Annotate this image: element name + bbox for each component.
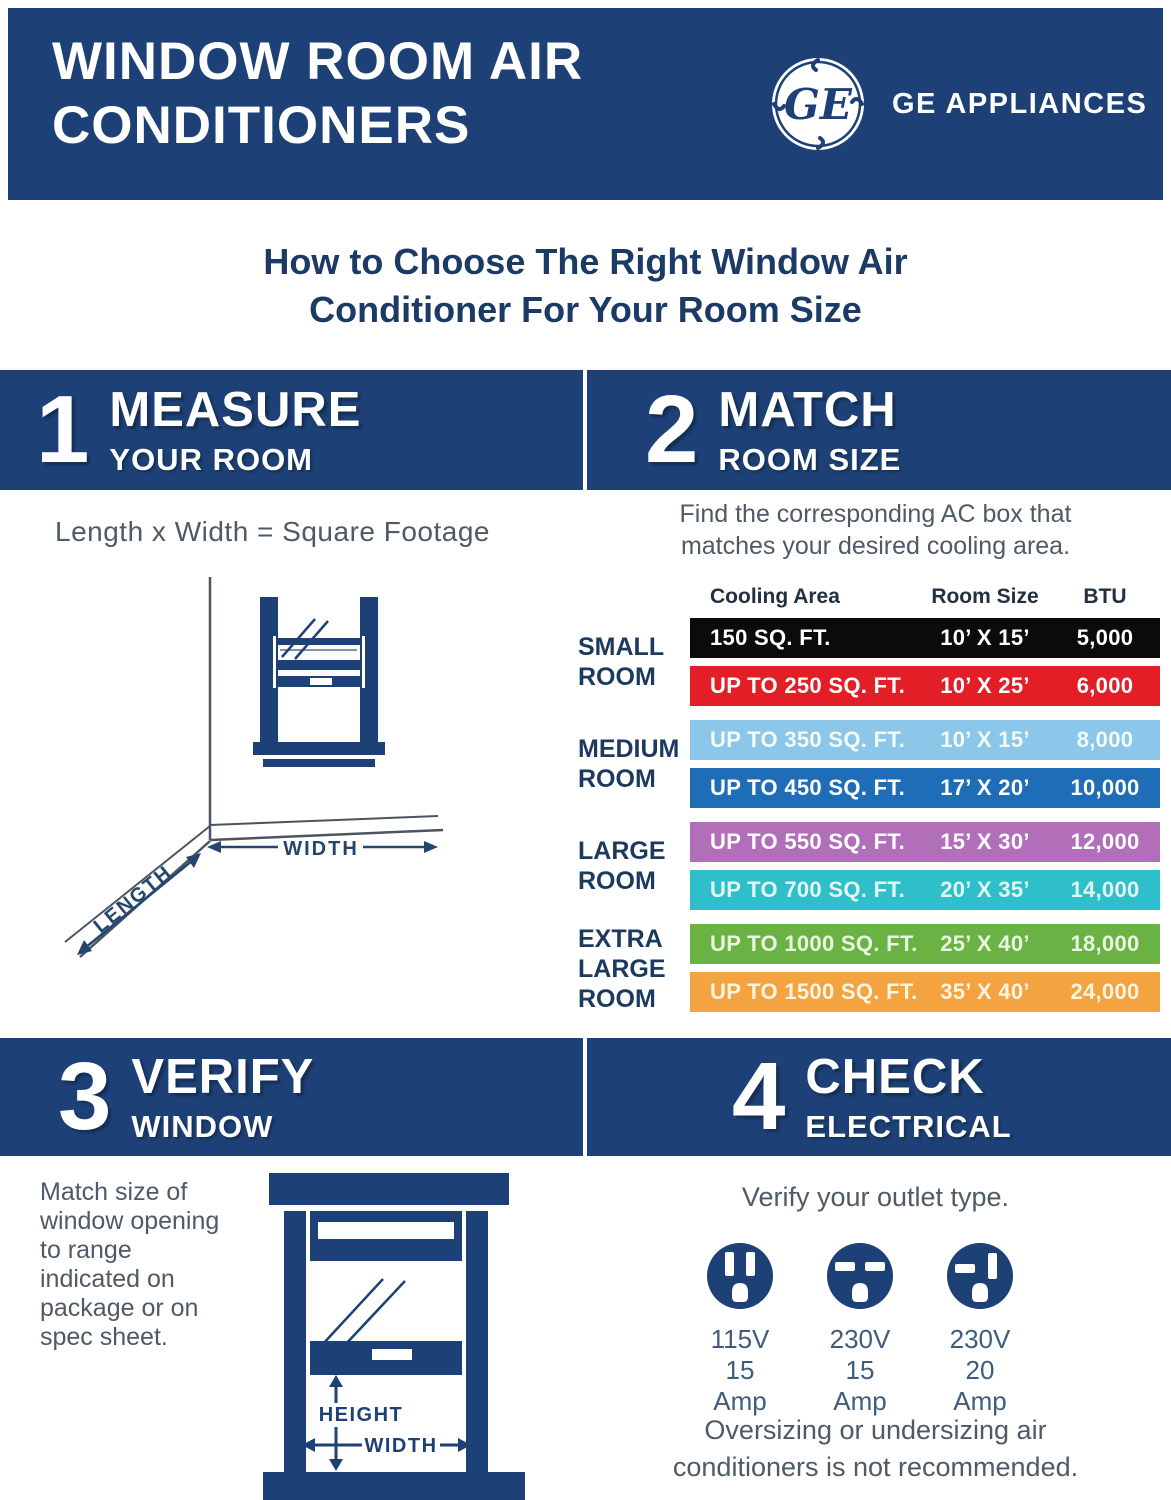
col-header-cooling-area: Cooling Area bbox=[710, 585, 840, 608]
step-1-number: 1 bbox=[36, 376, 90, 483]
step-band-3-4 bbox=[0, 1038, 1171, 1156]
page-title bbox=[52, 30, 583, 158]
window-opening-illustration bbox=[255, 1165, 535, 1500]
table-row: UP TO 1000 SQ. FT. 25’ X 40’ 18,000 bbox=[690, 924, 1160, 964]
ge-logo-icon bbox=[770, 56, 866, 152]
page-title-line2: CONDITIONERS bbox=[52, 96, 471, 155]
group-label-medium-room: MEDIUM ROOM bbox=[578, 735, 680, 793]
step-4-header bbox=[732, 1038, 1012, 1156]
match-intro-line2: matches your desired cooling area. bbox=[680, 532, 1071, 560]
table-row: 150 SQ. FT. 10’ X 15’ 5,000 bbox=[690, 618, 1160, 658]
outlet-230v-20-icon bbox=[944, 1240, 1016, 1312]
step-4-number: 4 bbox=[732, 1043, 786, 1150]
step-3-header bbox=[58, 1038, 314, 1156]
outlet-list bbox=[700, 1240, 1020, 1417]
step-2-header bbox=[645, 370, 901, 490]
group-label-large-room: LARGE ROOM bbox=[578, 837, 666, 895]
step-3-subtitle: WINDOW bbox=[131, 1109, 274, 1144]
outlet-115v-icon bbox=[704, 1240, 776, 1312]
outlet-230v-15amp: 230V 15 Amp bbox=[820, 1240, 900, 1417]
header-banner bbox=[8, 8, 1163, 200]
col-header-room-size: Room Size bbox=[931, 585, 1039, 608]
height-label: HEIGHT bbox=[318, 1404, 404, 1426]
outlet-intro: Verify your outlet type. bbox=[741, 1182, 1010, 1212]
subtitle-line2: Conditioner For Your Room Size bbox=[309, 289, 862, 330]
step-2-number: 2 bbox=[645, 376, 699, 483]
ge-monogram: GE bbox=[784, 80, 852, 129]
step-1-title: MEASURE bbox=[109, 383, 362, 437]
group-label-extra-large-room: EXTRA LARGE ROOM bbox=[578, 925, 666, 1013]
outlet-115v-15amp: 115V 15 Amp bbox=[700, 1240, 780, 1417]
table-row: UP TO 700 SQ. FT. 20’ X 35’ 14,000 bbox=[690, 870, 1160, 910]
band-divider bbox=[583, 1038, 587, 1156]
table-row: UP TO 250 SQ. FT. 10’ X 25’ 6,000 bbox=[690, 666, 1160, 706]
group-extra-large-room bbox=[578, 924, 1162, 1014]
subtitle-line1: How to Choose The Right Window Air bbox=[263, 241, 908, 282]
measure-formula: Length x Width = Square Footage bbox=[55, 516, 490, 547]
table-header-row bbox=[690, 582, 1162, 612]
page-subtitle bbox=[0, 238, 1171, 334]
step-1-subtitle: YOUR ROOM bbox=[109, 442, 314, 477]
step-3-title: VERIFY bbox=[131, 1050, 315, 1104]
match-intro-line1: Find the corresponding AC box that bbox=[679, 500, 1072, 528]
group-label-small-room: SMALL ROOM bbox=[578, 633, 665, 691]
step-1-header bbox=[36, 370, 361, 490]
step-2-title: MATCH bbox=[718, 383, 897, 437]
page-title-line1: WINDOW ROOM AIR bbox=[52, 32, 584, 91]
room-measure-illustration bbox=[25, 552, 555, 1012]
table-row: UP TO 1500 SQ. FT. 35’ X 40’ 24,000 bbox=[690, 972, 1160, 1012]
band-divider bbox=[583, 370, 587, 490]
step-band-1-2 bbox=[0, 370, 1171, 490]
width-label: WIDTH bbox=[283, 838, 359, 860]
col-header-btu: BTU bbox=[1083, 585, 1127, 608]
step-3-number: 3 bbox=[58, 1043, 112, 1150]
btu-table bbox=[578, 582, 1162, 1014]
outlet-230v-20amp: 230V 20 Amp bbox=[940, 1240, 1020, 1417]
match-intro bbox=[588, 498, 1163, 562]
group-medium-room bbox=[578, 720, 1162, 808]
brand-block bbox=[770, 56, 1147, 152]
group-large-room bbox=[578, 822, 1162, 910]
step-2-subtitle: ROOM SIZE bbox=[718, 442, 902, 477]
brand-name: GE APPLIANCES bbox=[892, 87, 1148, 120]
verify-description: Match size of window opening to range indicated on package or on spec sheet. bbox=[40, 1178, 220, 1351]
step-4-subtitle: ELECTRICAL bbox=[805, 1109, 1012, 1144]
table-row: UP TO 350 SQ. FT. 10’ X 15’ 8,000 bbox=[690, 720, 1160, 760]
step-4-title: CHECK bbox=[805, 1050, 985, 1104]
width-label: WIDTH bbox=[364, 1435, 438, 1457]
table-row: UP TO 450 SQ. FT. 17’ X 20’ 10,000 bbox=[690, 768, 1160, 808]
outlet-230v-15-icon bbox=[824, 1240, 896, 1312]
group-small-room bbox=[578, 618, 1162, 706]
sizing-note: Oversizing or undersizing air conditioners is not recommended. bbox=[672, 1415, 1079, 1482]
length-label: LENGTH bbox=[89, 861, 177, 938]
table-row: UP TO 550 SQ. FT. 15’ X 30’ 12,000 bbox=[690, 822, 1160, 862]
